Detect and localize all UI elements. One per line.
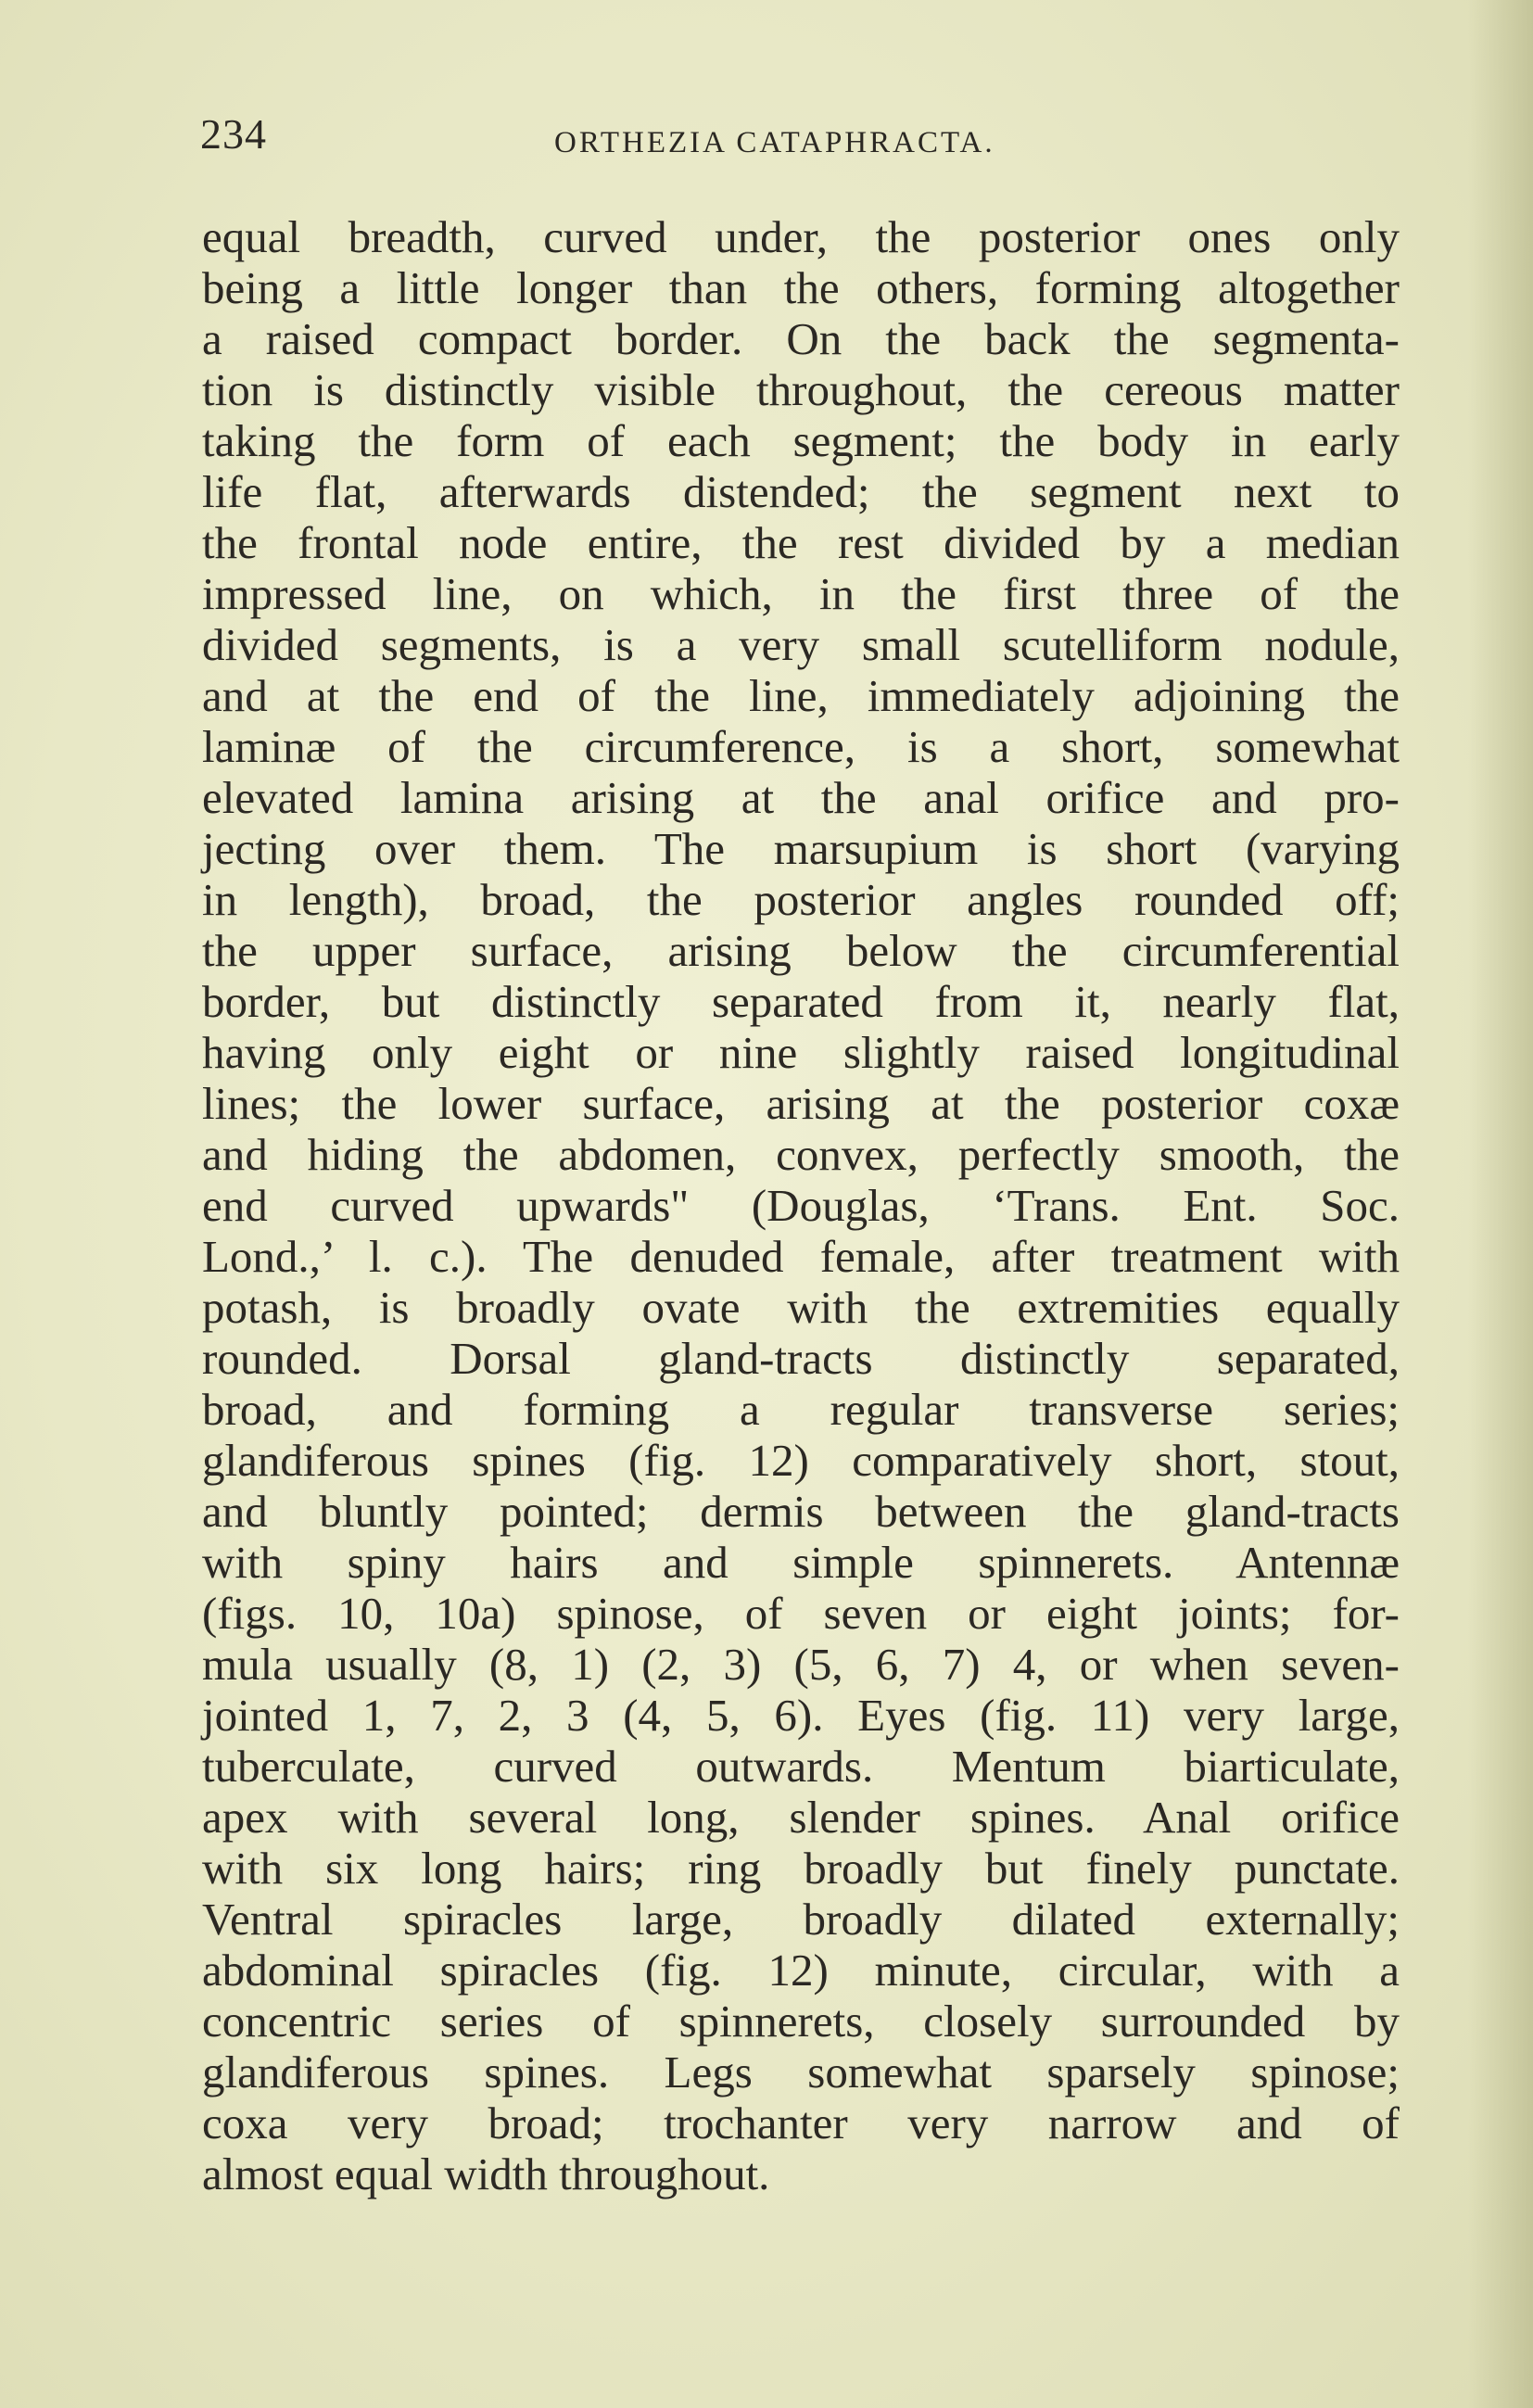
text-line: Ventral spiracles large, broadly dilated externally; <box>202 1894 1400 1945</box>
text-line: glandiferous spines (fig. 12) comparatively short, stout, <box>202 1435 1400 1486</box>
text-line: taking the form of each segment; the body in early <box>202 415 1400 466</box>
text-line: end curved upwards" (Douglas, ‘Trans. Ent. Soc. <box>202 1180 1400 1231</box>
text-line: tion is distinctly visible throughout, the cereous matter <box>202 364 1400 415</box>
text-line: abdominal spiracles (fig. 12) minute, circular, with a <box>202 1945 1400 1996</box>
text-line: border, but distinctly separated from it, nearly flat, <box>202 976 1400 1027</box>
text-line: glandiferous spines. Legs somewhat sparsely spinose; <box>202 2047 1400 2097</box>
text-line: and bluntly pointed; dermis between the gland-tracts <box>202 1486 1400 1537</box>
page-number: 234 <box>200 110 267 158</box>
body-text <box>202 211 1400 2199</box>
text-line: Lond.,’ l. c.). The denuded female, after treatment with <box>202 1231 1400 1282</box>
text-line: broad, and forming a regular transverse series; <box>202 1384 1400 1435</box>
text-line: divided segments, is a very small scutelliform nodule, <box>202 619 1400 670</box>
text-line: laminæ of the circumference, is a short, somewhat <box>202 721 1400 772</box>
text-line: impressed line, on which, in the first three of the <box>202 568 1400 619</box>
text-line: mula usually (8, 1) (2, 3) (5, 6, 7) 4, or when seven- <box>202 1639 1400 1690</box>
text-line: lines; the lower surface, arising at the posterior coxæ <box>202 1078 1400 1129</box>
text-line: in length), broad, the posterior angles rounded off; <box>202 874 1400 925</box>
text-line: jointed 1, 7, 2, 3 (4, 5, 6). Eyes (fig. 11) very large, <box>202 1690 1400 1741</box>
running-title: ORTHEZIA CATAPHRACTA. <box>554 126 995 159</box>
text-line: elevated lamina arising at the anal orifice and pro- <box>202 772 1400 823</box>
page-edge-shadow <box>1468 0 1533 2408</box>
text-line: coxa very broad; trochanter very narrow and of <box>202 2097 1400 2148</box>
text-line: and at the end of the line, immediately adjoining the <box>202 670 1400 721</box>
text-line: life flat, afterwards distended; the segment next to <box>202 466 1400 517</box>
text-line: rounded. Dorsal gland-tracts distinctly separated, <box>202 1333 1400 1384</box>
text-line: potash, is broadly ovate with the extremities equally <box>202 1282 1400 1333</box>
text-line: having only eight or nine slightly raised longitudinal <box>202 1027 1400 1078</box>
text-line: a raised compact border. On the back the segmenta- <box>202 313 1400 364</box>
text-line: apex with several long, slender spines. Anal orifice <box>202 1792 1400 1843</box>
text-line: with spiny hairs and simple spinnerets. Antennæ <box>202 1537 1400 1588</box>
text-line: the upper surface, arising below the circumferential <box>202 925 1400 976</box>
text-line: concentric series of spinnerets, closely surrounded by <box>202 1996 1400 2047</box>
text-line: jecting over them. The marsupium is short (varying <box>202 823 1400 874</box>
text-line: tuberculate, curved outwards. Mentum biarticulate, <box>202 1741 1400 1792</box>
text-line: being a little longer than the others, forming altogether <box>202 262 1400 313</box>
text-line: almost equal width throughout. <box>202 2148 770 2199</box>
text-line: (figs. 10, 10a) spinose, of seven or eight joints; for- <box>202 1588 1400 1639</box>
text-line: with six long hairs; ring broadly but finely punctate. <box>202 1843 1400 1894</box>
text-line: equal breadth, curved under, the posterior ones only <box>202 211 1400 262</box>
text-line: the frontal node entire, the rest divided by a median <box>202 517 1400 568</box>
text-line: and hiding the abdomen, convex, perfectly smooth, the <box>202 1129 1400 1180</box>
